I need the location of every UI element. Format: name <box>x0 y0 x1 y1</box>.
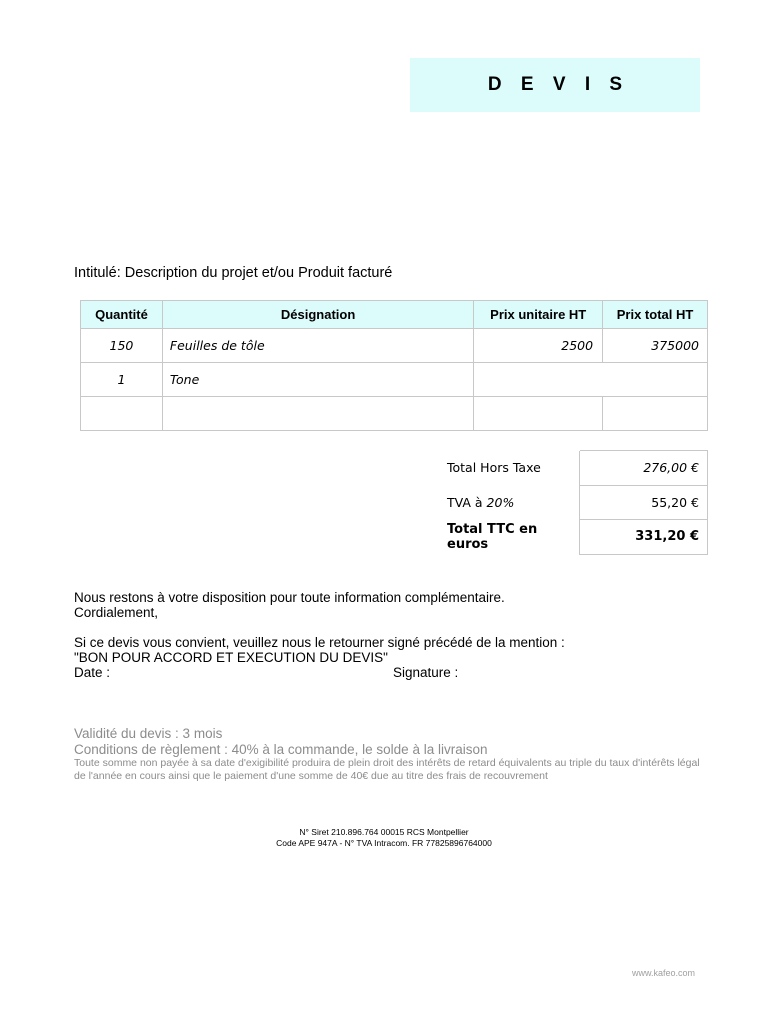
tva-label <box>438 485 579 520</box>
cell-prix-total <box>603 363 708 397</box>
date-label: Date : <box>74 665 111 680</box>
footer-siret: N° Siret 210.896.764 00015 RCS Montpellier <box>299 827 469 837</box>
document-title-box <box>410 58 700 112</box>
total-ht-label: Total Hors Taxe <box>447 460 541 476</box>
acceptance-line-2: "BON POUR ACCORD ET EXECUTION DU DEVIS" <box>74 650 388 665</box>
cell-prix-unitaire <box>474 363 603 397</box>
watermark: www.kafeo.com <box>631 968 695 978</box>
cell-prix-unitaire <box>474 397 603 431</box>
totals-table <box>438 450 708 555</box>
items-table <box>80 300 708 431</box>
total-ttc-label: Total TTC en euros <box>447 522 538 552</box>
cell-prix-total: 375000 <box>603 329 708 363</box>
cell-designation: Feuilles de tôle <box>162 329 473 363</box>
total-ht-value: 276,00 € <box>579 451 708 486</box>
signature-label: Signature : <box>393 665 459 680</box>
cell-quantite: 150 <box>81 329 163 363</box>
header-prix-unitaire: Prix unitaire HT <box>474 301 603 329</box>
acceptance-line-1: Si ce devis vous convient, veuillez nous le retourner signé précédé de la mention : <box>74 635 565 650</box>
closing-line-1: Nous restons à votre disposition pour toute information complémentaire. <box>74 590 505 605</box>
closing-line-2: Cordialement, <box>74 605 159 620</box>
header-quantite: Quantité <box>81 301 163 329</box>
header-prix-total: Prix total HT <box>603 301 708 329</box>
cell-prix-unitaire: 2500 <box>474 329 603 363</box>
table-row <box>81 329 708 363</box>
validite-line: Validité du devis : 3 mois <box>74 726 223 741</box>
total-ht-row <box>438 451 708 486</box>
total-ttc-value: 331,20 € <box>579 520 708 555</box>
cell-quantite: 1 <box>81 363 163 397</box>
penalites-text: Toute somme non payée à sa date d'exigibilité produira de plein droit des intérêts de retard équivalents au triple du taux d'intérêts légal de l'année en cours ainsi que le paiement d'une somme de 40€ due au titre des frais de recouvrement <box>74 757 700 782</box>
intitule-line: Intitulé: Description du projet et/ou Produit facturé <box>74 265 393 281</box>
table-header-row <box>81 301 708 329</box>
document-title: D E V I S <box>487 74 630 95</box>
cell-designation <box>162 397 473 431</box>
tva-label-text: TVA à <box>447 494 487 510</box>
tva-rate: 20% <box>486 494 515 510</box>
cell-quantite <box>81 397 163 431</box>
cell-designation: Tone <box>162 363 473 397</box>
table-row <box>81 363 708 397</box>
table-row <box>81 397 708 431</box>
total-ttc-row <box>438 520 708 555</box>
header-designation: Désignation <box>162 301 473 329</box>
reglement-line: Conditions de règlement : 40% à la commande, le solde à la livraison <box>74 742 488 757</box>
tva-value: 55,20 € <box>579 485 708 520</box>
tva-row <box>438 485 708 520</box>
cell-prix-total <box>603 397 708 431</box>
footer-ape: Code APE 947A - N° TVA Intracom. FR 77825896764000 <box>276 838 492 848</box>
